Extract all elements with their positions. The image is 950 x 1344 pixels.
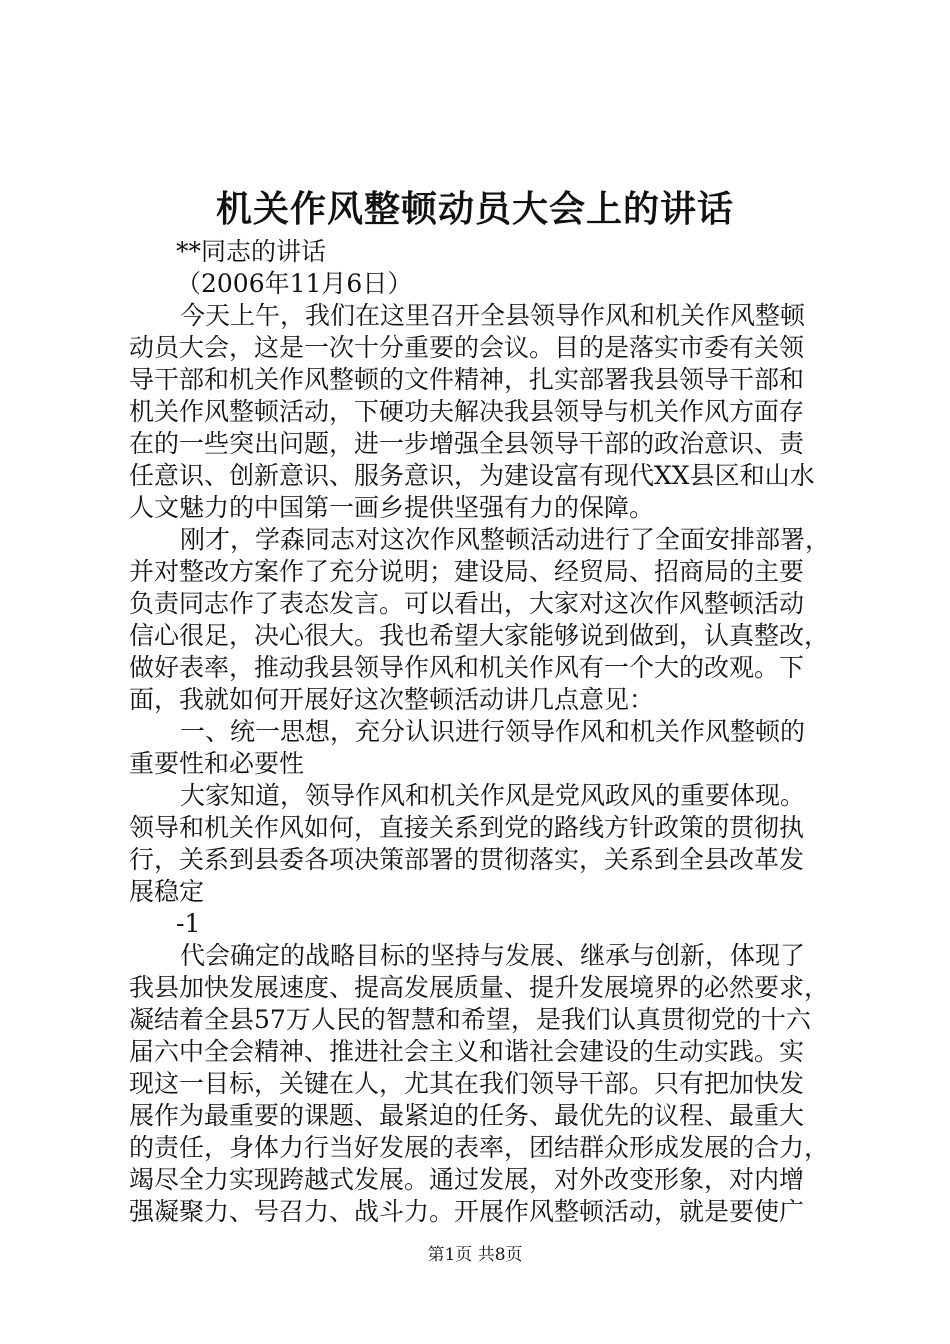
text-line: 竭尽全力实现跨越式发展。通过发展，对外改变形象，对内增 xyxy=(129,1165,805,1194)
text-line: 任意识、创新意识、服务意识，为建设富有现代XX县区和山水 xyxy=(129,461,815,490)
text-line: 代会确定的战略目标的坚持与发展、继承与创新，体现了 xyxy=(180,941,806,970)
text-line: 我县加快发展速度、提高发展质量、提升发展境界的必然要求， xyxy=(129,973,830,1002)
date-line: （2006年11月6日） xyxy=(176,269,413,298)
text-line: 展作为最重要的课题、最紧迫的任务、最优先的议程、最重大 xyxy=(129,1101,805,1130)
text-line: 负责同志作了表态发言。可以看出，大家对这次作风整顿活动 xyxy=(129,589,805,618)
text-line: 大家知道，领导作风和机关作风是党风政风的重要体现。 xyxy=(180,781,806,810)
text-line: 做好表率，推动我县领导作风和机关作风有一个大的改观。下 xyxy=(129,653,805,682)
text-line: 刚才，学森同志对这次作风整顿活动进行了全面安排部署， xyxy=(180,525,831,554)
text-line: 行，关系到县委各项决策部署的贯彻落实，关系到全县改革发 xyxy=(129,845,805,874)
text-line: 届六中全会精神、推进社会主义和谐社会建设的生动实践。实 xyxy=(129,1037,805,1066)
text-line: 的责任，身体力行当好发展的表率，团结群众形成发展的合力， xyxy=(129,1133,830,1162)
text-line: 强凝聚力、号召力、战斗力。开展作风整顿活动，就是要使广 xyxy=(129,1197,805,1226)
speaker-line: **同志的讲话 xyxy=(176,237,327,266)
text-line: 信心很足，决心很大。我也希望大家能够说到做到，认真整改， xyxy=(129,621,830,650)
text-line: 现这一目标，关键在人，尤其在我们领导干部。只有把加快发 xyxy=(129,1069,805,1098)
text-line: 动员大会，这是一次十分重要的会议。目的是落实市委有关领 xyxy=(129,333,805,362)
page-title: 机关作风整顿动员大会上的讲话 xyxy=(215,188,734,230)
section-heading: 重要性和必要性 xyxy=(129,749,305,778)
text-line: 人文魅力的中国第一画乡提供坚强有力的保障。 xyxy=(129,493,655,522)
text-line: 展稳定 xyxy=(129,877,205,906)
page-footer: 第1页 共8页 xyxy=(427,1245,523,1265)
text-line: 领导和机关作风如何，直接关系到党的路线方针政策的贯彻执 xyxy=(129,813,805,842)
text-line: 凝结着全县57万人民的智慧和希望，是我们认真贯彻党的十六 xyxy=(129,1005,811,1034)
page-marker: -1 xyxy=(176,909,201,938)
text-line: 机关作风整顿活动，下硬功夫解决我县领导与机关作风方面存 xyxy=(129,397,805,426)
text-line: 面，我就如何开展好这次整顿活动讲几点意见： xyxy=(129,685,655,714)
text-line: 导干部和机关作风整顿的文件精神，扎实部署我县领导干部和 xyxy=(129,365,805,394)
text-line: 并对整改方案作了充分说明；建设局、经贸局、招商局的主要 xyxy=(129,557,805,586)
text-line: 在的一些突出问题，进一步增强全县领导干部的政治意识、责 xyxy=(129,429,805,458)
text-line: 今天上午，我们在这里召开全县领导作风和机关作风整顿 xyxy=(180,301,806,330)
section-heading: 一、统一思想，充分认识进行领导作风和机关作风整顿的 xyxy=(180,717,806,746)
